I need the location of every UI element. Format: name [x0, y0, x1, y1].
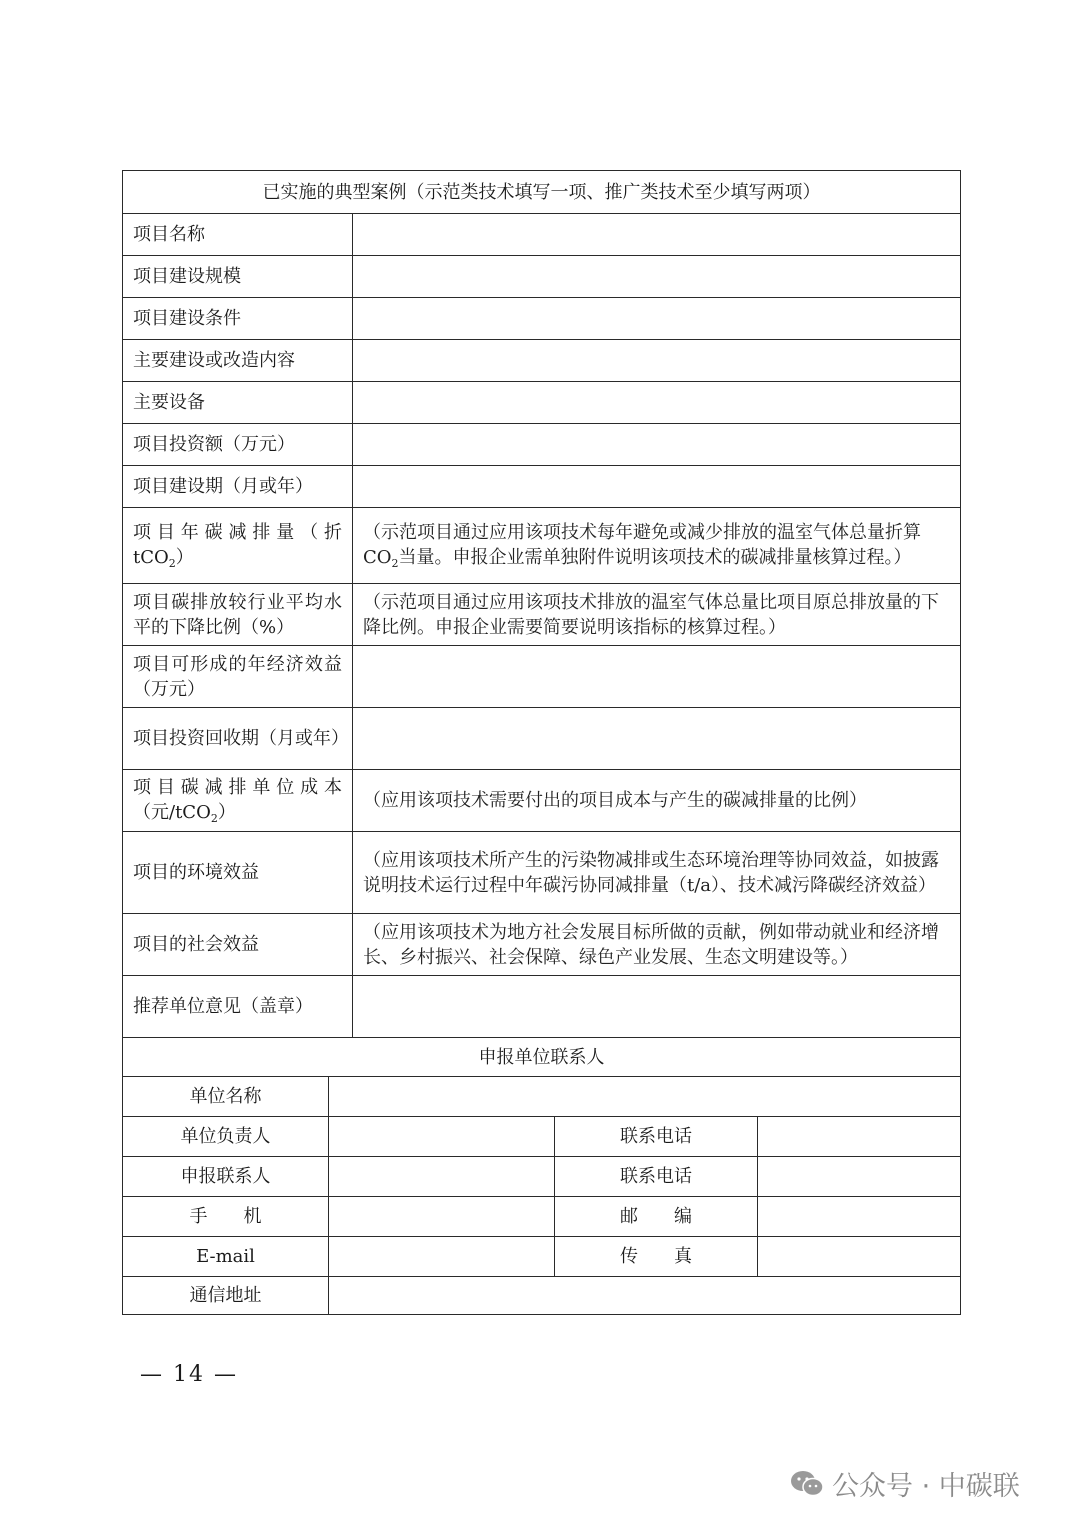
applicant-contact-field[interactable]	[329, 1157, 555, 1197]
table-row	[123, 508, 961, 584]
row-value[interactable]	[353, 708, 961, 770]
fax-field[interactable]	[758, 1237, 961, 1277]
table-row	[123, 256, 961, 298]
table-row	[123, 832, 961, 914]
contact-phone-label: 联系电话	[555, 1157, 758, 1197]
applicant-contact-label: 申报联系人	[123, 1157, 329, 1197]
table-row	[123, 976, 961, 1038]
mobile-label: 手 机	[123, 1197, 329, 1237]
table-row	[123, 708, 961, 770]
label-text: ）	[175, 546, 194, 568]
label-text: 项目年碳减排量（折tCO	[133, 521, 342, 568]
row-label: 项目建设期（月或年）	[123, 466, 353, 508]
row-value[interactable]	[353, 214, 961, 256]
row-label: 项目的环境效益	[123, 832, 353, 914]
table-row	[123, 466, 961, 508]
row-value[interactable]	[353, 976, 961, 1038]
address-label: 通信地址	[123, 1277, 329, 1315]
wechat-icon	[790, 1470, 824, 1498]
table-row	[123, 914, 961, 976]
table-row	[123, 1117, 961, 1157]
table-row	[123, 770, 961, 832]
watermark	[790, 1464, 1020, 1503]
email-label: E-mail	[123, 1237, 329, 1277]
row-label: 项目可形成的年经济效益（万元）	[123, 646, 353, 708]
section-title-row	[123, 171, 961, 214]
row-value[interactable]: （应用该项技术所产生的污染物减排或生态环境治理等协同效益，如披露说明技术运行过程中年碳污协同减排量（t/a）、技术减污降碳经济效益）	[353, 832, 961, 914]
table-row	[123, 382, 961, 424]
table-row	[123, 646, 961, 708]
row-label: 项目的社会效益	[123, 914, 353, 976]
contact-phone-field[interactable]	[758, 1157, 961, 1197]
row-value[interactable]	[353, 382, 961, 424]
row-label	[123, 770, 353, 832]
subscript: 2	[210, 811, 218, 825]
subscript: 2	[168, 556, 176, 570]
email-field[interactable]	[329, 1237, 555, 1277]
row-value[interactable]	[353, 340, 961, 382]
row-label: 项目碳排放较行业平均水平的下降比例（%）	[123, 584, 353, 646]
table-row	[123, 1077, 961, 1117]
fax-label: 传 真	[555, 1237, 758, 1277]
table-row	[123, 1237, 961, 1277]
row-label: 项目投资额（万元）	[123, 424, 353, 466]
table-row	[123, 340, 961, 382]
label-text: ）	[217, 801, 236, 823]
table-row	[123, 424, 961, 466]
row-value[interactable]	[353, 646, 961, 708]
table-row	[123, 298, 961, 340]
row-value[interactable]	[353, 424, 961, 466]
section-title: 已实施的典型案例（示范类技术填写一项、推广类技术至少填写两项）	[123, 171, 961, 214]
unit-name-field[interactable]	[329, 1077, 961, 1117]
mobile-field[interactable]	[329, 1197, 555, 1237]
postcode-label: 邮 编	[555, 1197, 758, 1237]
unit-head-label: 单位负责人	[123, 1117, 329, 1157]
note-text: （示范项目通过应用该项技术每年避免或减少排放的温室气体总量折算CO	[363, 521, 921, 568]
page-number: — 14 —	[140, 1362, 238, 1387]
watermark-text: 公众号 · 中碳联	[832, 1471, 1020, 1502]
contact-phone-field[interactable]	[758, 1117, 961, 1157]
postcode-field[interactable]	[758, 1197, 961, 1237]
row-value[interactable]	[353, 508, 961, 584]
unit-name-label: 单位名称	[123, 1077, 329, 1117]
table-row	[123, 1277, 961, 1315]
table-row	[123, 1157, 961, 1197]
row-value[interactable]	[353, 466, 961, 508]
address-field[interactable]	[329, 1277, 961, 1315]
row-value[interactable]: （应用该项技术为地方社会发展目标所做的贡献，例如带动就业和经济增长、乡村振兴、社会保障、绿色产业发展、生态文明建设等。）	[353, 914, 961, 976]
label-text: 项目碳减排单位成本（元/tCO	[133, 776, 342, 823]
section-title-row	[123, 1038, 961, 1077]
row-label: 主要设备	[123, 382, 353, 424]
contact-section-title: 申报单位联系人	[123, 1038, 961, 1077]
row-label: 主要建设或改造内容	[123, 340, 353, 382]
unit-head-field[interactable]	[329, 1117, 555, 1157]
row-label: 项目建设规模	[123, 256, 353, 298]
row-label: 推荐单位意见（盖章）	[123, 976, 353, 1038]
row-label	[123, 508, 353, 584]
table-row	[123, 214, 961, 256]
subscript: 2	[391, 556, 399, 570]
note-text: 当量。申报企业需单独附件说明该项技术的碳减排量核算过程。）	[398, 546, 912, 568]
row-value[interactable]	[353, 256, 961, 298]
table-row	[123, 584, 961, 646]
row-label: 项目建设条件	[123, 298, 353, 340]
application-form-table	[122, 170, 961, 1315]
contact-phone-label: 联系电话	[555, 1117, 758, 1157]
row-label: 项目投资回收期（月或年）	[123, 708, 353, 770]
row-value[interactable]	[353, 298, 961, 340]
row-value[interactable]: （示范项目通过应用该项技术排放的温室气体总量比项目原总排放量的下降比例。申报企业需要简要说明该指标的核算过程。）	[353, 584, 961, 646]
row-label: 项目名称	[123, 214, 353, 256]
table-row	[123, 1197, 961, 1237]
row-value[interactable]: （应用该项技术需要付出的项目成本与产生的碳减排量的比例）	[353, 770, 961, 832]
